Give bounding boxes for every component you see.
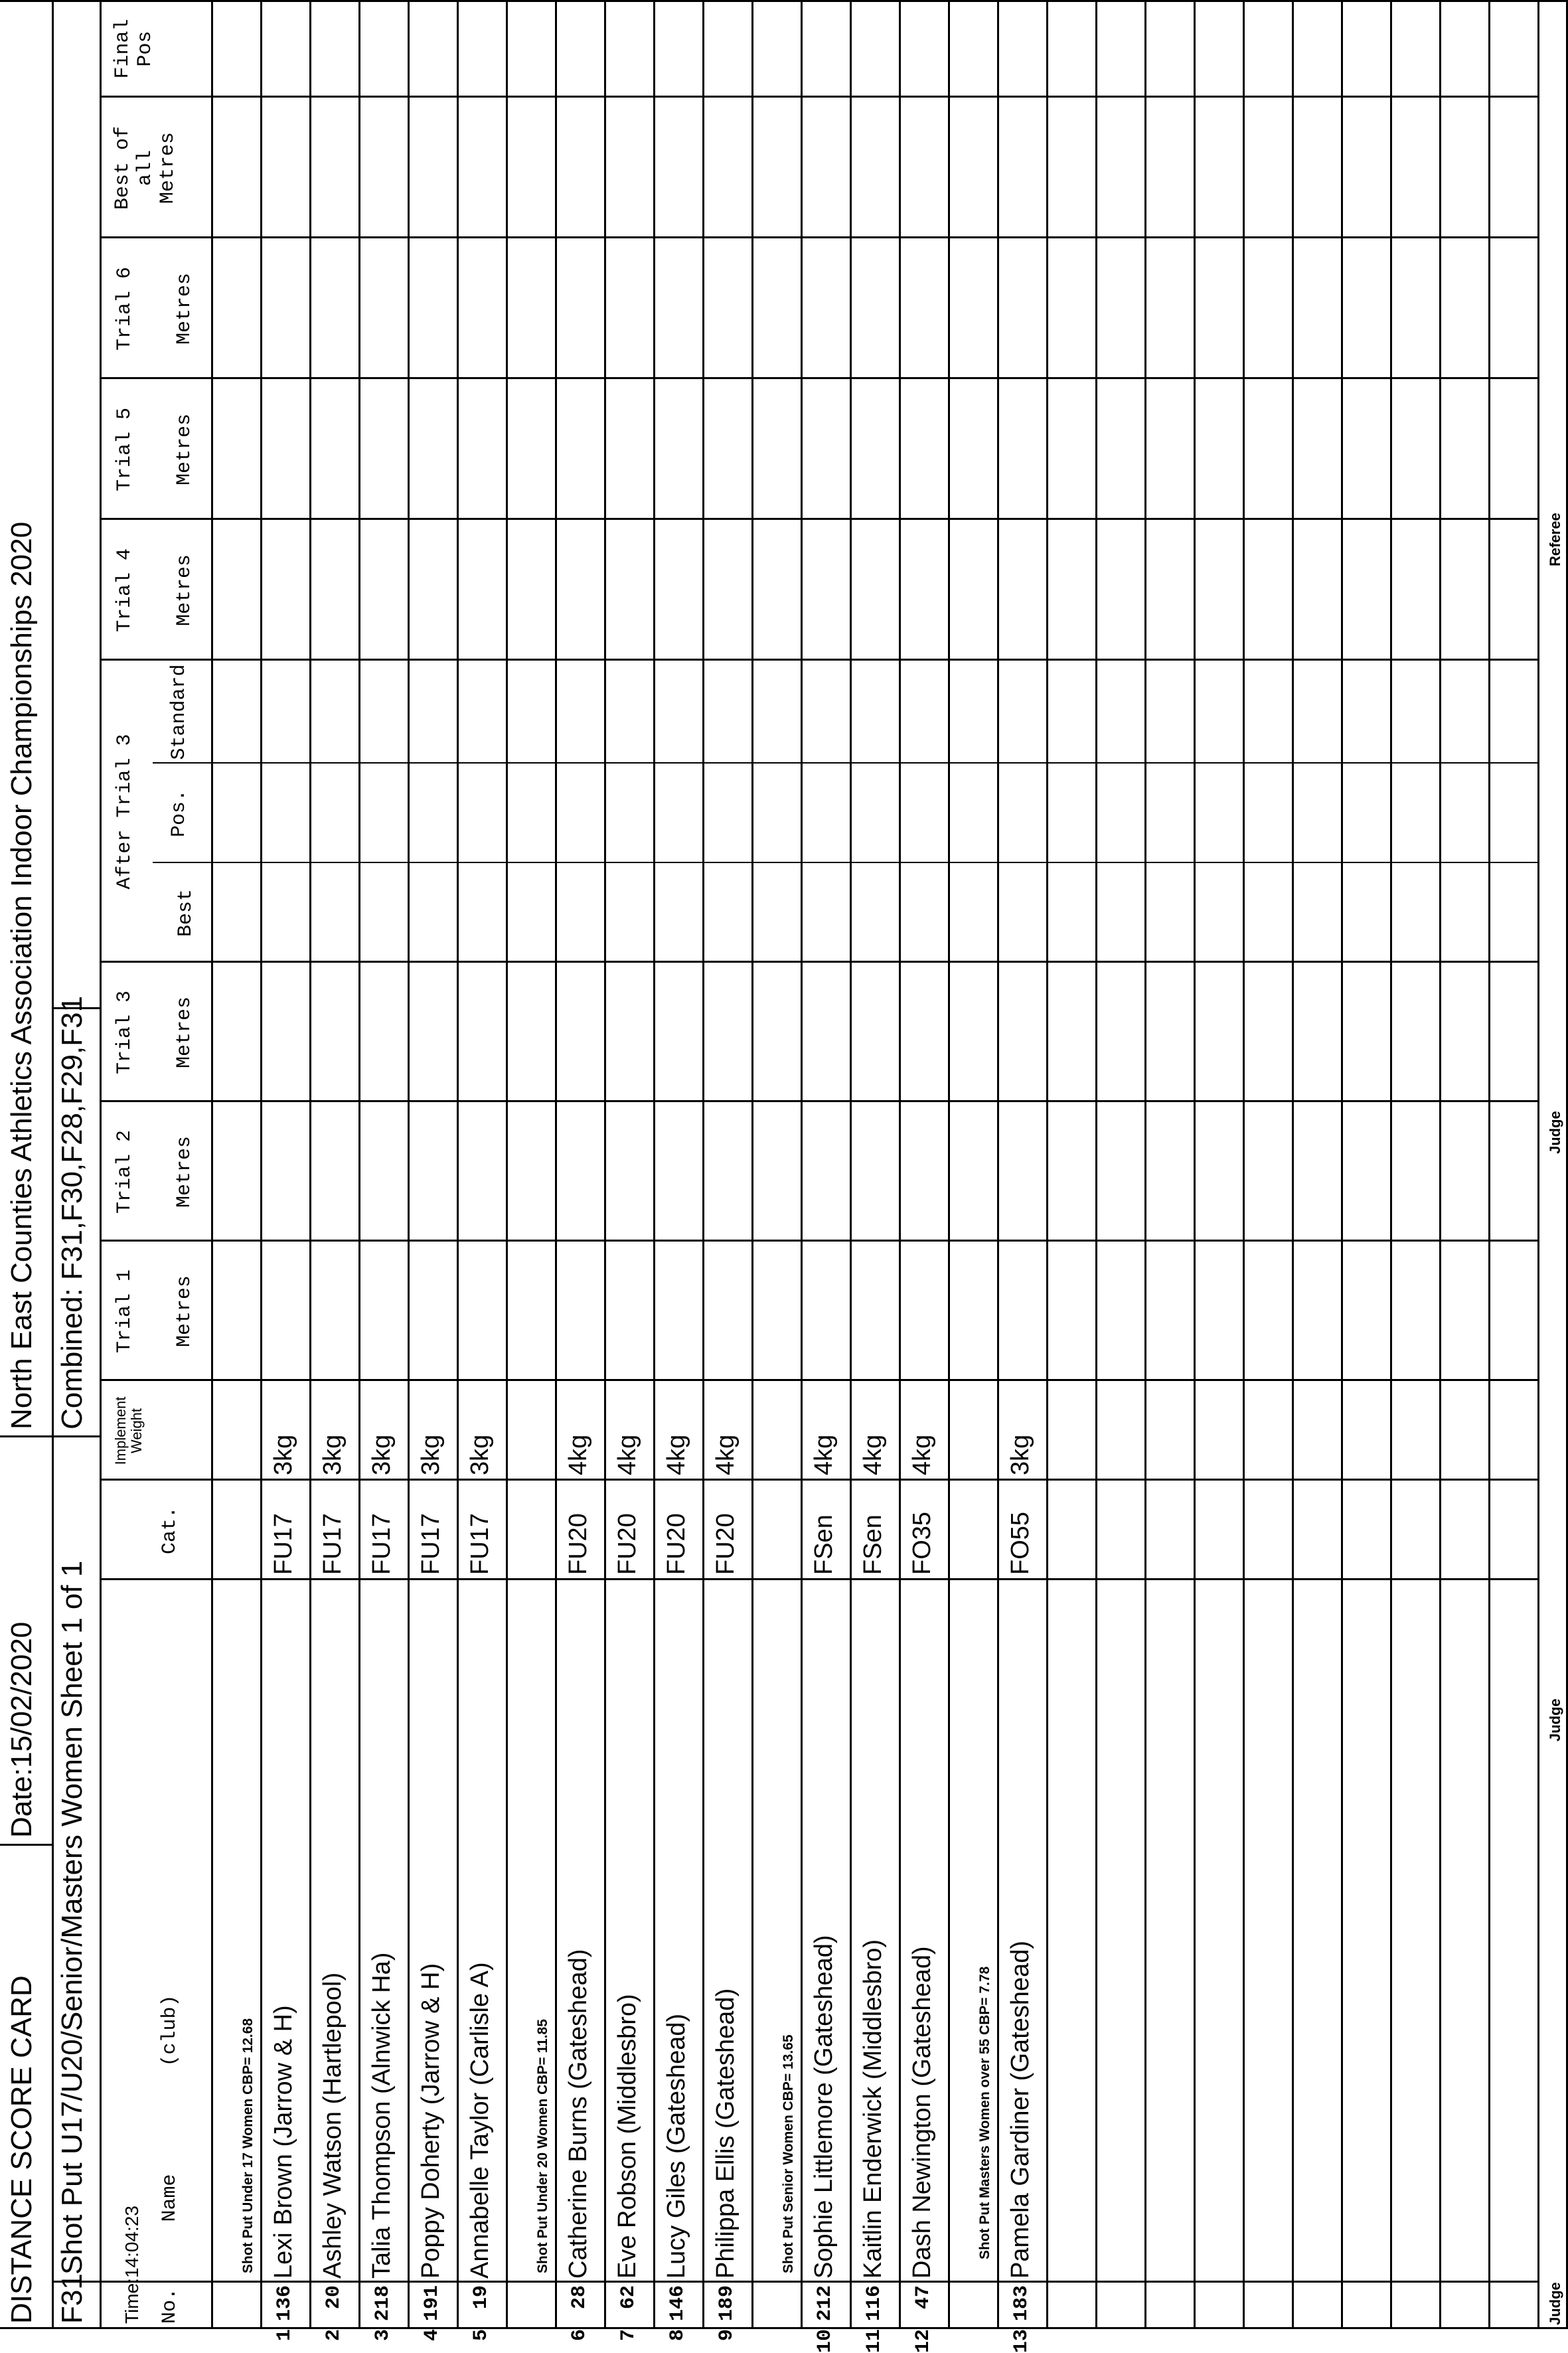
athlete-name: Lexi Brown (Jarrow & H): [270, 2005, 297, 2279]
athlete-name: Dash Newington (Gateshead): [908, 1946, 936, 2279]
header-best: Best: [175, 889, 197, 937]
implement-weight: 3kg: [270, 1434, 297, 1475]
athlete-number: 189: [716, 2285, 738, 2322]
event-code: F31: [56, 2273, 88, 2324]
header-trial4-metres: Metres: [173, 554, 196, 627]
athlete-category: FU20: [613, 1513, 641, 1575]
row-line: [1243, 0, 1245, 2329]
header-trial2: Trial 2: [114, 1129, 136, 1214]
athlete-name: Kaitlin Enderwick (Middlesbro): [859, 1939, 887, 2279]
header-weight: Weight: [128, 1408, 145, 1454]
athlete-number: 212: [814, 2285, 836, 2322]
header-trial4: Trial 4: [114, 548, 136, 633]
athlete-name: Lucy Giles (Gateshead): [663, 2013, 690, 2279]
athlete-name: Ashley Watson (Hartlepool): [319, 1972, 347, 2279]
group-heading: Shot Put Under 20 Women CBP= 11.85: [535, 2019, 550, 2273]
header-name: Name: [159, 2174, 181, 2222]
combined-events: Combined: F31,F30,F28,F29,F31: [56, 996, 88, 1429]
header-trial3: Trial 3: [114, 990, 136, 1075]
title-divider: [0, 1435, 52, 1437]
athlete-category: FO35: [908, 1511, 936, 1575]
athlete-number: 183: [1010, 2285, 1033, 2322]
column-line: [100, 1100, 1537, 1102]
header-no: No.: [159, 2288, 181, 2324]
row-index: 6: [568, 2329, 591, 2342]
implement-weight: 4kg: [663, 1434, 690, 1475]
athlete-name: Annabelle Taylor (Carlisle A): [466, 1962, 494, 2279]
row-line: [653, 0, 655, 2329]
header-trial1-metres: Metres: [173, 1275, 196, 1348]
column-line: [211, 862, 1537, 863]
implement-weight: 3kg: [319, 1434, 347, 1475]
column-line: [100, 518, 1537, 520]
column-line: [100, 1379, 1537, 1381]
column-line: [100, 659, 1537, 661]
header-best-of-metres: Metres: [157, 131, 179, 204]
column-line: [100, 236, 1537, 238]
athlete-category: FU17: [368, 1513, 396, 1575]
athlete-category: FSen: [810, 1514, 838, 1575]
row-line: [850, 0, 852, 2329]
athlete-number: 28: [568, 2285, 591, 2310]
row-index: 1: [274, 2329, 296, 2342]
row-line: [604, 0, 606, 2329]
athlete-number: 146: [666, 2285, 689, 2322]
judge-label-2: Judge: [1547, 1698, 1563, 1742]
header-pos: Pos.: [168, 789, 191, 838]
row-line: [1439, 0, 1441, 2329]
row-line: [1488, 0, 1490, 2329]
implement-weight: 3kg: [368, 1434, 396, 1475]
column-line: [100, 96, 1537, 98]
header-standard: Standard: [168, 664, 191, 760]
row-line: [1341, 0, 1343, 2329]
title-rule: [52, 0, 54, 2329]
row-line: [358, 0, 360, 2329]
row-line: [408, 0, 410, 2329]
row-index: 10: [814, 2329, 836, 2353]
row-index: 7: [617, 2329, 640, 2342]
row-line: [1537, 0, 1539, 2329]
row-line: [1095, 0, 1097, 2329]
header-trial1: Trial 1: [114, 1269, 136, 1354]
row-index: 13: [1010, 2329, 1033, 2353]
column-line: [100, 1240, 1537, 1242]
implement-weight: 4kg: [613, 1434, 641, 1475]
athlete-number: 20: [323, 2285, 345, 2310]
row-line: [1046, 0, 1048, 2329]
column-line: [100, 2281, 1537, 2283]
row-line: [457, 0, 459, 2329]
athlete-category: FU17: [319, 1513, 347, 1575]
implement-weight: 4kg: [859, 1434, 887, 1475]
athlete-number: 191: [421, 2285, 443, 2322]
athlete-name: Philippa Ellis (Gateshead): [712, 1988, 740, 2279]
column-line: [211, 762, 1537, 764]
athlete-category: FSen: [859, 1514, 887, 1575]
implement-weight: 3kg: [466, 1434, 494, 1475]
group-heading: Shot Put Masters Women over 55 CBP= 7.78: [977, 1966, 992, 2259]
column-line: [153, 762, 211, 764]
group-heading: Shot Put Senior Women CBP= 13.65: [781, 2034, 796, 2273]
athlete-number: 19: [470, 2285, 493, 2310]
athlete-number: 62: [617, 2285, 640, 2310]
title-divider: [52, 2281, 100, 2283]
header-final: Final: [112, 19, 134, 79]
header-trial6-metres: Metres: [173, 272, 196, 345]
header-best-of: Best of: [112, 125, 134, 210]
header-implement: Implement: [112, 1396, 129, 1465]
referee-label: Referee: [1547, 513, 1563, 566]
row-index: 9: [716, 2329, 738, 2342]
title-divider: [0, 1844, 52, 1846]
header-rule: [211, 0, 213, 2329]
row-index: 3: [372, 2329, 394, 2342]
athlete-category: FU20: [663, 1513, 690, 1575]
row-line: [260, 0, 262, 2329]
title-rule: [100, 0, 102, 2329]
header-trial5-metres: Metres: [173, 413, 196, 486]
athlete-category: FU20: [564, 1513, 592, 1575]
athlete-name: Eve Robson (Middlesbro): [613, 1994, 641, 2279]
row-line: [948, 0, 950, 2329]
group-heading: Shot Put Under 17 Women CBP= 12.68: [240, 2018, 256, 2273]
athlete-category: FU17: [466, 1513, 494, 1575]
table-frame: [0, 0, 1568, 2]
implement-weight: 4kg: [908, 1434, 936, 1475]
header-trial2-metres: Metres: [173, 1135, 196, 1208]
athlete-category: FU17: [417, 1513, 445, 1575]
card-title: DISTANCE SCORE CARD: [5, 1975, 38, 2324]
athlete-name: Talia Thompson (Alnwick Ha): [368, 1952, 396, 2279]
athlete-category: FU17: [270, 1513, 297, 1575]
header-after-trial3: After Trial 3: [114, 734, 136, 890]
row-index: 2: [323, 2329, 345, 2342]
title-divider: [52, 1435, 100, 1437]
header-all: all: [134, 150, 157, 187]
athlete-number: 47: [912, 2285, 935, 2310]
implement-weight: 4kg: [712, 1434, 740, 1475]
row-line: [997, 0, 999, 2329]
row-line: [1144, 0, 1146, 2329]
athlete-name: Poppy Doherty (Jarrow & H): [417, 1963, 445, 2279]
row-index: 12: [912, 2329, 935, 2353]
implement-weight: 3kg: [417, 1434, 445, 1475]
column-line: [100, 1578, 1537, 1580]
judge-label-1: Judge: [1547, 2282, 1563, 2325]
athlete-number: 136: [274, 2285, 296, 2322]
row-line: [1390, 0, 1392, 2329]
judge-label-3: Judge: [1547, 1111, 1563, 1154]
column-line: [100, 377, 1537, 379]
implement-weight: 4kg: [810, 1434, 838, 1475]
row-line: [801, 0, 803, 2329]
row-line: [1292, 0, 1294, 2329]
athlete-category: FO55: [1006, 1511, 1034, 1575]
athlete-number: 218: [372, 2285, 394, 2322]
row-line: [555, 0, 557, 2329]
athlete-category: FU20: [712, 1513, 740, 1575]
header-club: (club): [159, 1994, 181, 2067]
event-name: Shot Put U17/U20/Senior/Masters Women Sheet 1 of 1: [56, 1560, 88, 2275]
header-trial6: Trial 6: [114, 266, 136, 351]
row-line: [702, 0, 704, 2329]
row-line: [309, 0, 311, 2329]
row-line: [1194, 0, 1196, 2329]
column-line: [153, 862, 211, 863]
print-time: Time:14:04:23: [121, 2206, 142, 2324]
row-line: [506, 0, 508, 2329]
athlete-name: Catherine Burns (Gateshead): [564, 1949, 592, 2279]
column-line: [100, 961, 1537, 963]
row-line: [899, 0, 901, 2329]
athlete-name: Pamela Gardiner (Gateshead): [1006, 1940, 1034, 2279]
row-index: 5: [470, 2329, 493, 2342]
row-index: 8: [666, 2329, 689, 2342]
implement-weight: 4kg: [564, 1434, 592, 1475]
row-index: 4: [421, 2329, 443, 2342]
row-index: 11: [863, 2329, 886, 2353]
championship-title: North East Counties Athletics Association Indoor Championships 2020: [5, 521, 38, 1429]
row-line: [751, 0, 753, 2329]
athlete-name: Sophie Littlemore (Gateshead): [810, 1935, 838, 2279]
athlete-number: 116: [863, 2285, 886, 2322]
implement-weight: 3kg: [1006, 1434, 1034, 1475]
header-trial3-metres: Metres: [173, 996, 196, 1069]
column-line: [100, 1479, 1537, 1481]
title-divider: [52, 1007, 100, 1009]
header-trial5: Trial 5: [114, 407, 136, 492]
card-date: Date:15/02/2020: [5, 1621, 38, 1838]
header-final-pos: Pos: [134, 31, 157, 67]
header-cat: Cat.: [159, 1506, 181, 1555]
